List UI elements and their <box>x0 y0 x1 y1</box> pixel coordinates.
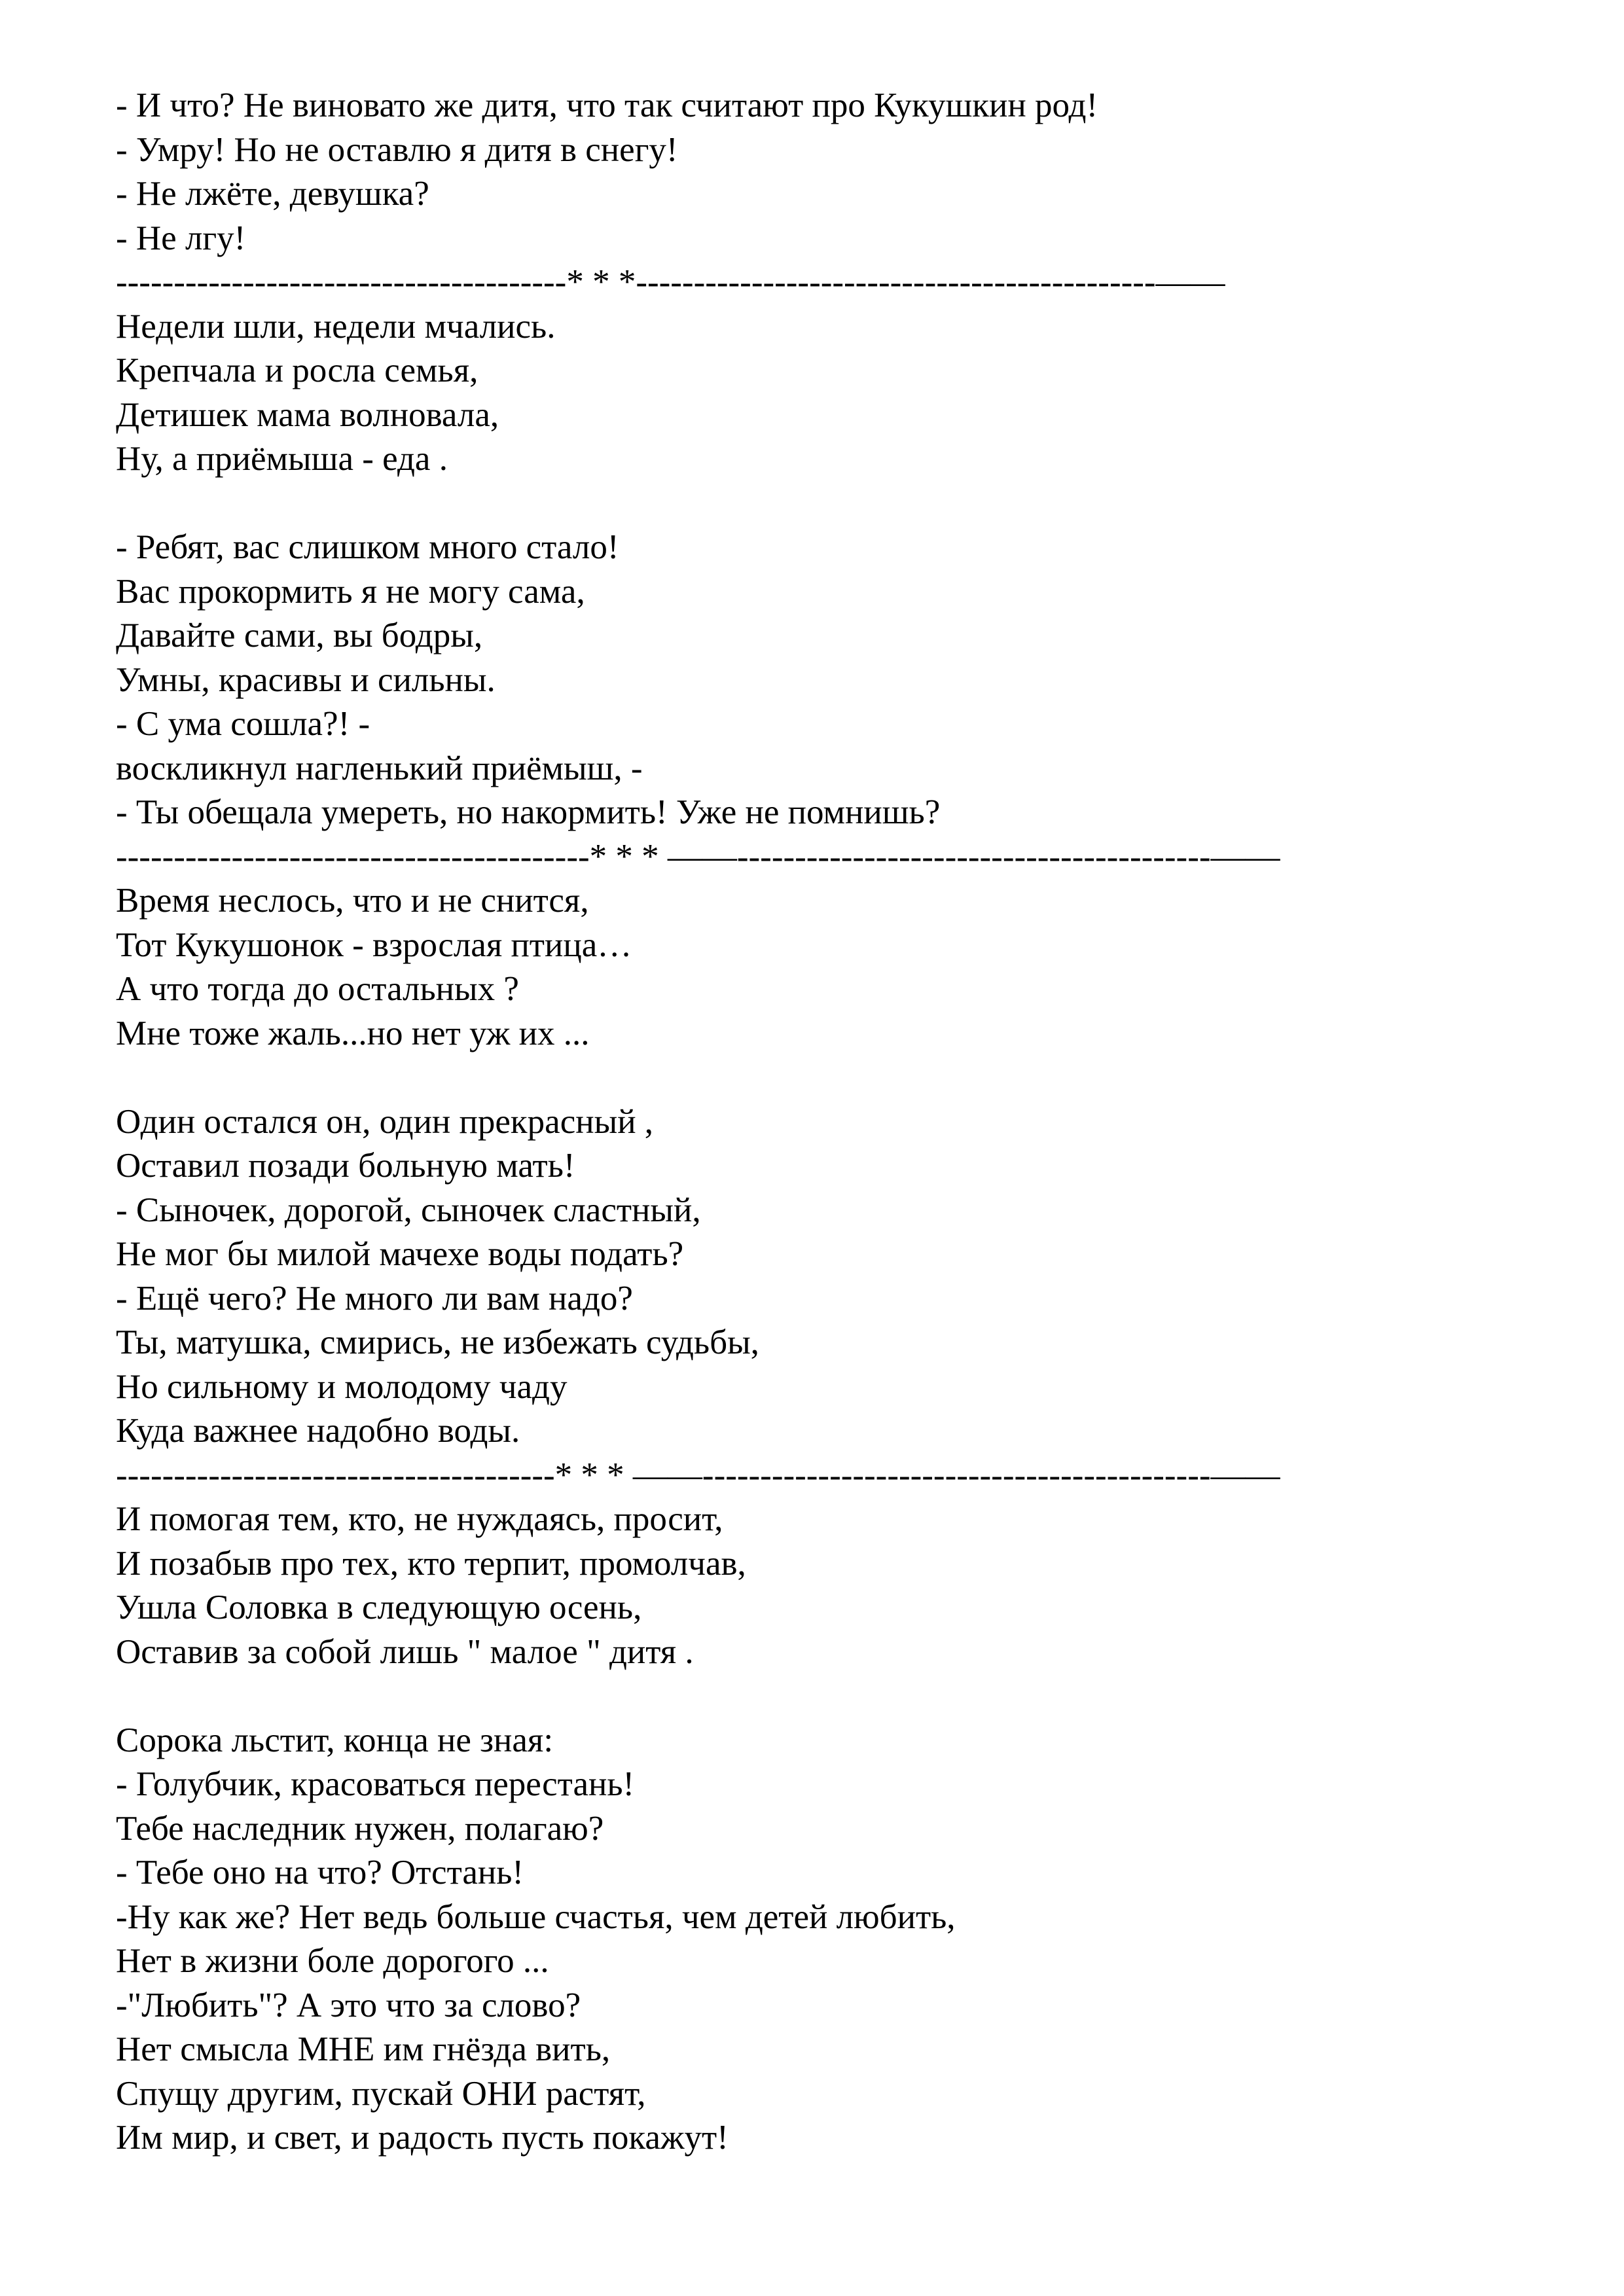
text-line: Мне тоже жаль...но нет уж их ... <box>116 1014 590 1052</box>
text-line: - Не лгу! <box>116 219 246 257</box>
text-line: Но сильному и молодому чаду <box>116 1367 568 1406</box>
text-line: - И что? Не виновато же дитя, что так считают про Кукушкин род! <box>116 86 1098 124</box>
section-divider: --------------------------------------* * * ——--------------------------------------------—— <box>116 1456 1280 1494</box>
text-line: - Голубчик, красоваться перестань! <box>116 1765 635 1803</box>
section-divider: -----------------------------------------* * * ——-----------------------------------------—— <box>116 837 1280 876</box>
text-line: - Ребят, вас слишком много стало! <box>116 528 619 566</box>
text-line: Куда важнее надобно воды. <box>116 1412 520 1450</box>
text-line: Умны, красивы и сильны. <box>116 660 496 699</box>
text-line: - С ума сошла?! - <box>116 705 370 743</box>
text-line: Оставив за собой лишь " малое " дитя . <box>116 1632 694 1671</box>
text-line: Оставил позади больную мать! <box>116 1147 575 1185</box>
text-line: Вас прокормить я не могу сама, <box>116 572 585 611</box>
text-line: И позабыв про тех, кто терпит, промолчав, <box>116 1544 746 1583</box>
text-line: Крепчала и росла семья, <box>116 351 478 389</box>
text-line: Нет смысла МНЕ им гнёзда вить, <box>116 2030 611 2068</box>
text-line: - Ты обещала умереть, но накормить! Уже не помнишь? <box>116 793 941 831</box>
text-line: Им мир, и свет, и радость пусть покажут! <box>116 2119 729 2157</box>
text-line: Недели шли, недели мчались. <box>116 307 556 346</box>
text-line: Ушла Соловка в следующую осень, <box>116 1588 642 1626</box>
text-line: Ты, матушка, смирись, не избежать судьбы, <box>116 1323 759 1361</box>
blank-line <box>116 1056 1556 1100</box>
text-line: - Ещё чего? Не много ли вам надо? <box>116 1279 633 1318</box>
text-line: - Не лжёте, девушка? <box>116 175 429 213</box>
text-line: воскликнул нагленький приёмыш, - <box>116 749 643 787</box>
text-line: Сорока льстит, конца не зная: <box>116 1721 554 1759</box>
section-divider: ---------------------------------------* * *---------------------------------------------—— <box>116 263 1225 301</box>
text-line: - Тебе оно на что? Отстань! <box>116 1854 524 1892</box>
text-line: Ну, а приёмыша - еда . <box>116 440 448 478</box>
text-line: - Сыночек, дорогой, сыночек сластный, <box>116 1191 701 1229</box>
text-line: Не мог бы милой мачехе воды подать? <box>116 1235 684 1273</box>
blank-line <box>116 482 1556 526</box>
text-line: Тебе наследник нужен, полагаю? <box>116 1809 604 1848</box>
text-line: - Умру! Но не оставлю я дитя в снегу! <box>116 130 678 169</box>
text-line: И помогая тем, кто, не нуждаясь, просит, <box>116 1500 723 1538</box>
text-line: -"Любить"? А это что за слово? <box>116 1986 581 2024</box>
document-page <box>116 84 1556 2161</box>
text-line: -Ну как же? Нет ведь больше счастья, чем детей любить, <box>116 1897 956 1936</box>
text-line: Спущу другим, пускай ОНИ растят, <box>116 2074 646 2113</box>
text-line: Нет в жизни боле дорогого ... <box>116 1942 549 1980</box>
blank-line <box>116 1674 1556 1719</box>
text-line: Тот Кукушонок - взрослая птица… <box>116 925 632 964</box>
text-line: А что тогда до остальных ? <box>116 970 519 1008</box>
text-line: Давайте сами, вы бодры, <box>116 617 483 655</box>
text-line: Один остался он, один прекрасный , <box>116 1102 654 1141</box>
text-line: Время неслось, что и не снится, <box>116 882 589 920</box>
text-line: Детишек мама волновала, <box>116 395 499 434</box>
